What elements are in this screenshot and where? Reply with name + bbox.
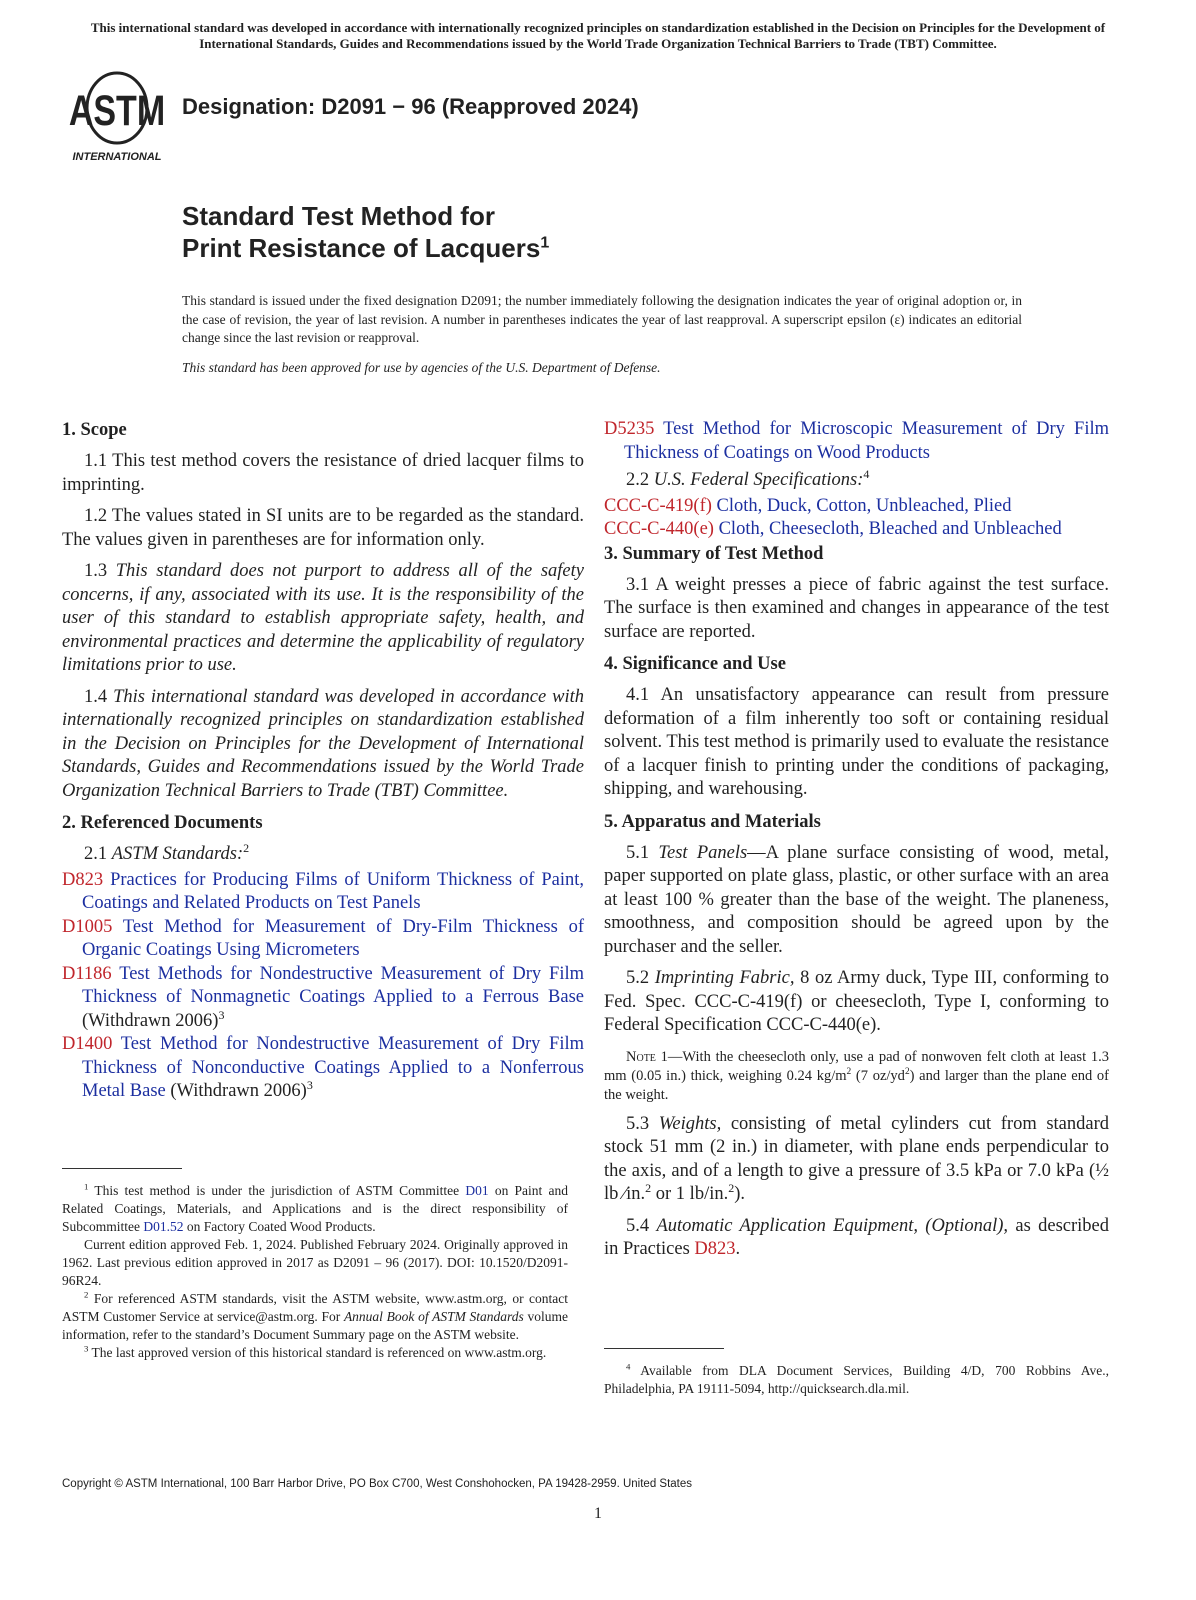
issuance-note: This standard is issued under the fixed designation D2091; the number immediately following the designation indicates the year of original adoption or, in the case of revision, the year of last revision. A number in parentheses indicates the year of last reapproval. A superscript epsilon (ε) indicates an editorial change since the last revision or reapproval. [182,293,1022,345]
astm-logo [62,70,172,168]
ref-link-ccc-c-419f[interactable]: CCC-C-419(f) Cloth, Duck, Cotton, Unbleached, Plied [604,495,1012,516]
dod-approval-note: This standard has been approved for use by agencies of the U.S. Department of Defense. [182,360,661,375]
logo-letters: ASTM [68,87,166,135]
footnote-4: $^4$ Available from DLA Document Services, Building 4/D, 700 Robbins Ave., Philadelphia, PA 19111-5094, http://quicksearch.dla.mil. [604,1361,1109,1396]
footnote-2: $^2$ For referenced ASTM standards, visit the ASTM website, www.astm.org, or contact ASTM Customer Service at service@astm.org. For Annual Book of ASTM Standards volume information, refer to the standard’s Document Summary page on the ASTM website. [62,1289,569,1342]
page-number: 1 [594,1505,602,1522]
footnote-divider-right [604,1348,724,1349]
title-line-1: Standard Test Method for [182,201,495,231]
ref-link-ccc-c-440e[interactable]: CCC-C-440(e) Cloth, Cheesecloth, Bleached and Unbleached [604,519,1062,539]
footnote-divider-left [62,1168,182,1169]
scope-1-1: 1.1 This test method covers the resistance of dried lacquer films to imprinting. [62,451,584,495]
footnotes-right [604,1362,1109,1398]
apparatus-5-3: 5.3 Weights, consisting of metal cylinders cut from standard stock 51 mm (2 in.) in diameter, with plane ends perpendicular to the axis, and of a length to give a pressure of 3.5 kPa or 7.0 kPa (½ lb ⁄in.$^2$ or 1 lb/in.$^2$). [604,1113,1109,1204]
federal-specs-subheading: 2.2 U.S. Federal Specifications:$^4$ [626,466,870,490]
ref-link-d1400[interactable]: D1400 Test Method for Nondestructive Measurement of Dry Film Thickness of Nonconductive Coatings Applied to a Nonferrous Metal Base (Withdrawn 2006)$^3$ [62,1034,584,1101]
title-line-2: Print Resistance of Lacquers$^1$ [182,233,550,263]
ref-link-d823[interactable]: D823 Practices for Producing Films of Uniform Thickness of Paint, Coatings and Related Products on Test Panels [62,869,584,913]
copyright-notice: Copyright © ASTM International, 100 Barr Harbor Drive, PO Box C700, West Conshohocken, PA 19428-2959. United States [62,1478,693,1490]
scope-1-3: 1.3 This standard does not purport to address all of the safety concerns, if any, associated with its use. It is the responsibility of the user of this standard to establish appropriate safety, health, and environmental practices and determine the applicability of regulatory limitations prior to use. [62,561,584,675]
footnotes-left [62,1182,568,1362]
section-heading-scope: 1. Scope [62,420,127,440]
footnote-1: $^1$ This test method is under the jurisdiction of ASTM Committee D01 on Paint and Related Coatings, Materials, and Applications and is the direct responsibility of Subcommittee D01.52 on Factory Coated Wood Products. [62,1181,569,1234]
section-heading-significance: 4. Significance and Use [604,654,786,674]
note-1: Note 1—With the cheesecloth only, use a pad of nonwoven felt cloth at least 1.3 mm (0.05 in.) thick, weighing 0.24 $kg/m^2$ (7 $oz/yd^2$) and larger than the plane end of the weight. [604,1048,1110,1103]
practices-d823-link[interactable]: D823 [694,1239,736,1259]
section-heading-apparatus: 5. Apparatus and Materials [604,811,821,832]
section-heading-summary: 3. Summary of Test Method [604,543,824,564]
footnote-3: $^3$ The last approved version of this historical standard is referenced on www.astm.org. [84,1343,547,1360]
subcommittee-d0152-link[interactable]: D01.52 [143,1219,184,1234]
left-column [62,418,584,1104]
apparatus-5-2: 5.2 Imprinting Fabric, 8 oz Army duck, Type III, conforming to Fed. Spec. CCC-C-419(f) or cheesecloth, Type I, conforming to Federal Specification CCC-C-440(e). [604,968,1110,1035]
right-column [604,418,1109,1270]
summary-3-1: 3.1 A weight presses a piece of fabric against the test surface. The surface is then examined and changes in appearance of the test surface are reported. [604,574,1109,642]
title-footnote-ref: 1 [540,234,550,252]
astm-standards-subheading: 2.1 ASTM Standards:$^2$ [84,840,250,864]
scope-1-4: 1.4 This international standard was developed in accordance with internationally recognized principles on standardization established in the Decision on Principles for the Development of International Standards, Guides and Recommendations issued by the World Trade Organization Technical Barriers to Trade (TBT) Committee. [62,686,585,801]
trade-banner: This international standard was developed in accordance with internationally recognized principles on standardization established in the Decision on Principles for the Development of International Standards, Guides and Recommendations issued by the World Trade Organization Technical Barriers to Trade (TBT) Committee. [90,20,1106,51]
designation: Designation: D2091 − 96 (Reapproved 2024) [182,94,639,119]
ref-link-d5235[interactable]: D5235 Test Method for Microscopic Measurement of Dry Film Thickness of Coatings on Wood Products [604,419,1109,463]
apparatus-5-1: 5.1 Test Panels—A plane surface consisting of wood, metal, paper supported on plate glass, plastic, or other surface with an area at least 100 % greater than the base of the weight. The planeness, smoothness, and composition should be agreed upon by the purchaser and the seller. [604,842,1109,957]
scope-1-2: 1.2 The values stated in SI units are to be regarded as the standard. The values given in parentheses are for information only. [62,506,584,550]
apparatus-5-4: 5.4 Automatic Application Equipment, (Optional), as described in Practices D823. [604,1215,1110,1259]
astm-logo-mark [62,70,172,168]
ref-link-d1005[interactable]: D1005 Test Method for Measurement of Dry-Film Thickness of Organic Coatings Using Micrometers [62,916,584,960]
footnote-1-edition: Current edition approved Feb. 1, 2024. Published February 2024. Originally approved in 1962. Last previous edition approved in 2017 as D2091 – 96 (2017). DOI: 10.1520/D2091-96R24. [62,1237,568,1288]
section-heading-referenced-documents: 2. Referenced Documents [62,813,263,833]
document-title [182,200,549,264]
ref-link-d1186[interactable]: D1186 Test Methods for Nondestructive Measurement of Dry Film Thickness of Nonmagnetic Coatings Applied to a Ferrous Base (Withdrawn 2006)$^3$ [62,963,584,1031]
logo-international: INTERNATIONAL [72,151,162,163]
significance-4-1: 4.1 An unsatisfactory appearance can result from pressure deformation of a film inherently too soft or containing residual solvent. This test method is primarily used to evaluate the resistance of a lacquer finish to printing under the conditions of packaging, shipping, and warehousing. [604,685,1109,799]
committee-d01-link[interactable]: D01 [465,1183,489,1198]
